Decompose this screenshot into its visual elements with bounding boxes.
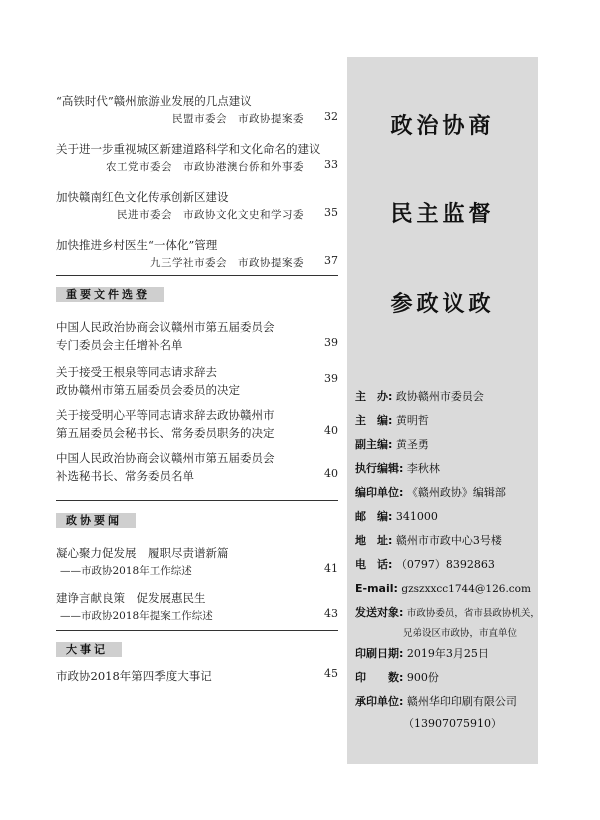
masthead-value: 赣州华印印刷有限公司	[406, 695, 517, 708]
section-heading-important: 重要文件选登	[56, 287, 164, 302]
masthead-label: 副主编:	[355, 438, 393, 451]
masthead	[355, 385, 540, 734]
motto-supervision: 民主监督	[390, 202, 495, 227]
toc-entry[interactable]	[56, 589, 338, 629]
page-number: 41	[324, 562, 338, 575]
toc-entry[interactable]	[56, 406, 338, 449]
page-number: 40	[324, 467, 338, 480]
masthead-label: E-mail:	[355, 582, 398, 595]
masthead-value: 市政协委员，省市县政协机关，	[406, 608, 540, 619]
entry-line: 凝心聚力促发展 履职尽责谱新篇	[56, 546, 229, 560]
toc-entry[interactable]	[56, 188, 338, 236]
toc-events	[56, 667, 338, 687]
page-number: 35	[324, 206, 338, 219]
entry-line: 补选秘书长、常务委员名单	[56, 469, 194, 483]
entry-line: 关于接受明心平等同志请求辞去政协赣州市	[56, 408, 275, 422]
masthead-editor	[355, 409, 535, 433]
toc-important	[56, 318, 338, 489]
section-heading-events: 大事记	[56, 642, 122, 657]
motto-participation: 参政议政	[390, 292, 495, 317]
masthead-value: 黄明哲	[395, 414, 429, 427]
toc-entry[interactable]	[56, 236, 338, 284]
page-number: 40	[324, 424, 338, 437]
page-number: 45	[324, 667, 338, 680]
entry-line: 政协赣州市第五届委员会委员的决定	[56, 383, 240, 397]
masthead-value: （0797）8392863	[395, 558, 495, 571]
section-divider	[56, 630, 338, 631]
entry-title: 加快赣南红色文化传承创新区建设	[56, 190, 229, 204]
masthead-email	[355, 577, 535, 601]
entry-line: 专门委员会主任增补名单	[56, 338, 183, 352]
toc-entry[interactable]	[56, 544, 338, 589]
masthead-deputy-editor	[355, 433, 535, 457]
masthead-label: 执行编辑:	[355, 462, 404, 475]
masthead-label: 印刷日期:	[355, 647, 404, 660]
masthead-address	[355, 529, 535, 553]
masthead-label: 印 数:	[355, 671, 404, 684]
toc-entry[interactable]	[56, 363, 338, 406]
masthead-value: 政协赣州市委员会	[395, 390, 484, 403]
toc-news	[56, 544, 338, 629]
masthead-phone	[355, 553, 535, 577]
masthead-value: 李秋林	[406, 462, 440, 475]
entry-line: 中国人民政治协商会议赣州市第五届委员会	[56, 320, 275, 334]
toc-entry[interactable]	[56, 449, 338, 489]
page-number: 39	[324, 336, 338, 349]
page-number: 37	[324, 254, 338, 267]
entry-line: ——市政协2018年工作综述	[60, 565, 192, 577]
section-divider	[56, 275, 338, 276]
masthead-publisher	[355, 481, 535, 505]
page-number: 32	[324, 110, 338, 123]
toc-entry[interactable]	[56, 318, 338, 363]
page-number: 43	[324, 607, 338, 620]
masthead-value: 赣州市市政中心3号楼	[395, 534, 502, 547]
toc-entry[interactable]	[56, 140, 338, 188]
masthead-value: 900份	[406, 671, 439, 684]
entry-title: “高铁时代”赣州旅游业发展的几点建议	[56, 94, 252, 108]
masthead-sponsor	[355, 385, 535, 409]
motto-consultation: 政治协商	[390, 114, 495, 139]
masthead-recipients	[355, 601, 540, 642]
entry-authors: 九三学社市委会 市政协提案委	[150, 257, 304, 269]
masthead-value: 黄圣勇	[395, 438, 429, 451]
page-number: 39	[324, 372, 338, 385]
entry-line: 建诤言献良策 促发展惠民生	[56, 591, 206, 605]
entry-title: 关于进一步重视城区新建道路科学和文化命名的建议	[56, 142, 321, 156]
masthead-value-cont: 兄弟设区市政协，市直单位	[403, 628, 518, 639]
entry-authors: 民盟市委会 市政协提案委	[172, 113, 304, 125]
masthead-value: 《赣州政协》编辑部	[406, 486, 506, 499]
masthead-print-run	[355, 666, 535, 690]
masthead-label: 电 话:	[355, 558, 393, 571]
masthead-value-cont: （13907075910）	[403, 717, 502, 730]
page-number: 33	[324, 158, 338, 171]
masthead-label: 邮 编:	[355, 510, 393, 523]
masthead-label: 主 编:	[355, 414, 393, 427]
masthead-label: 承印单位:	[355, 695, 404, 708]
masthead-label: 主 办:	[355, 390, 393, 403]
masthead-print-date	[355, 642, 535, 666]
entry-line: 市政协2018年第四季度大事记	[56, 669, 212, 683]
entry-line: 中国人民政治协商会议赣州市第五届委员会	[56, 451, 275, 465]
masthead-executive-editor	[355, 457, 535, 481]
masthead-value: 2019年3月25日	[406, 647, 489, 660]
masthead-postcode	[355, 505, 535, 529]
toc-entry[interactable]	[56, 667, 338, 687]
toc-entry[interactable]	[56, 92, 338, 140]
masthead-value: 341000	[395, 510, 438, 523]
entry-line: 关于接受王根泉等同志请求辞去	[56, 365, 217, 379]
entry-authors: 农工党市委会 市政协港澳台侨和外事委	[106, 161, 304, 173]
entry-line: 第五届委员会秘书长、常务委员职务的决定	[56, 426, 275, 440]
masthead-label: 编印单位:	[355, 486, 404, 499]
masthead-printer	[355, 690, 535, 734]
toc-top	[56, 92, 338, 284]
masthead-label: 发送对象:	[355, 606, 404, 619]
section-heading-news: 政协要闻	[56, 513, 136, 528]
entry-authors: 民进市委会 市政协文化文史和学习委	[117, 209, 304, 221]
masthead-label: 地 址:	[355, 534, 393, 547]
sidebar-panel	[347, 57, 538, 764]
entry-title: 加快推进乡村医生“一体化”管理	[56, 238, 218, 252]
section-divider	[56, 500, 338, 501]
masthead-value: gzszxxcc1744@126.com	[401, 583, 531, 595]
entry-line: ——市政协2018年提案工作综述	[60, 610, 213, 622]
